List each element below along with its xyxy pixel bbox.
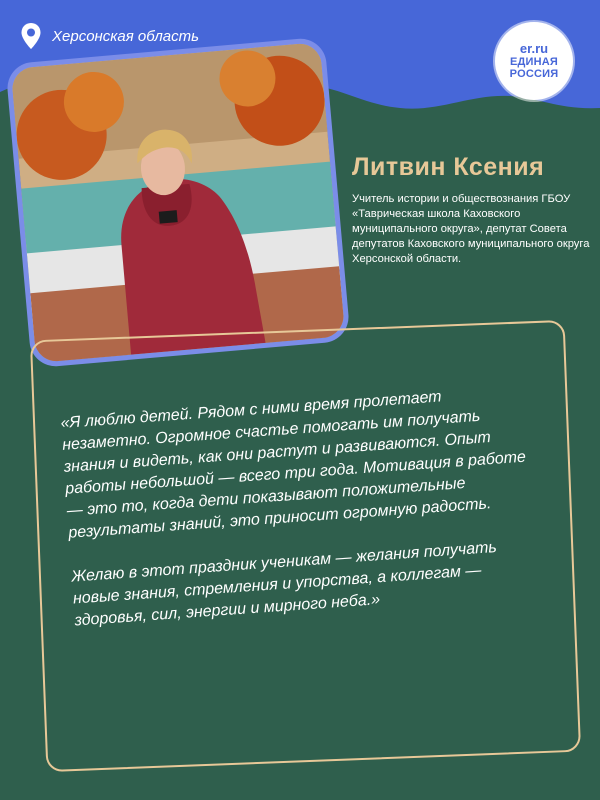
portrait-frame [5, 37, 350, 369]
logo-url: er.ru [519, 41, 549, 56]
location [20, 22, 199, 50]
portrait-photo [11, 42, 346, 363]
quote [60, 380, 546, 654]
person-name: Литвин Ксения [352, 153, 545, 181]
party-logo[interactable] [495, 22, 573, 100]
logo-line-1: ЕДИНАЯ [509, 56, 559, 68]
region-label: Херсонская область [52, 27, 200, 45]
quote-paragraph-2: Желаю в этот праздник ученикам — желания получать новые знания, стремления и упорства, а коллегам — здоровья, сил, энергии и мирного неба.» [70, 538, 498, 630]
logo-line-2: РОССИЯ [509, 68, 559, 80]
quote-paragraph-1: «Я люблю детей. Рядом с ними время пролетает незаметно. Огромное счастье помогать им получать знания и видеть, как они растут и развиваются. Опыт работы небольшой — всего три года. Мотивация в работе — это то, когда дети показывают положительные результаты знаний, это приносит огромную радость. [60, 388, 527, 542]
location-pin-icon [20, 22, 42, 50]
person-bio: Учитель истории и обществознания ГБОУ «Таврическая школа Каховского муниципального округа», депутат Совета депутатов Каховского муниципального округа Херсонской области. [352, 193, 590, 265]
